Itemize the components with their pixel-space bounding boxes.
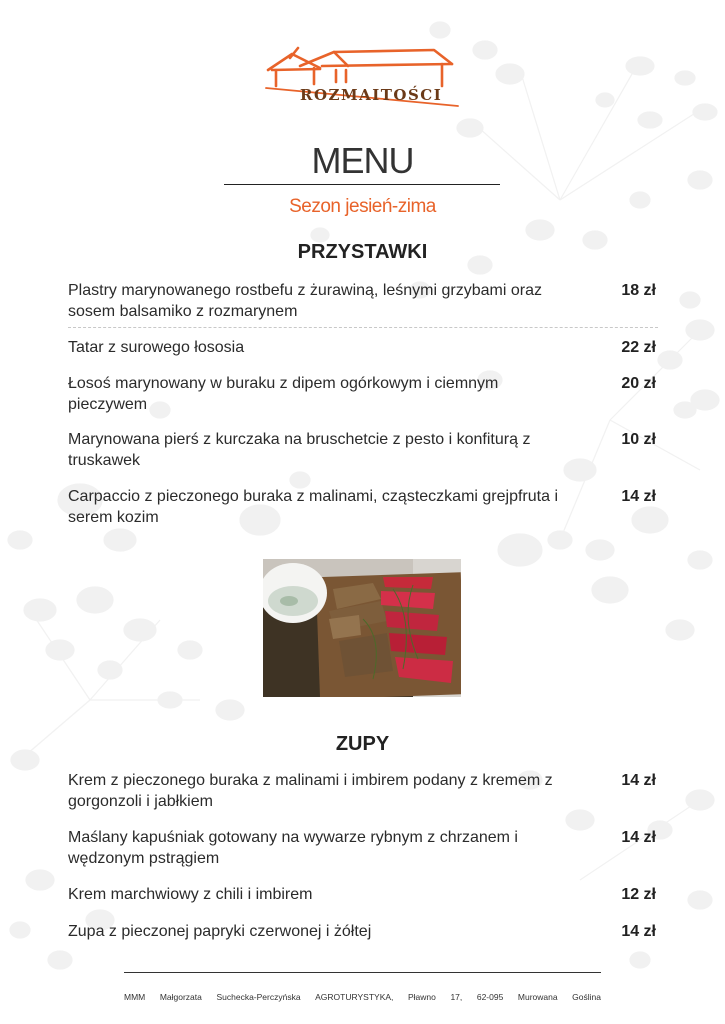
dish-photo [263,559,461,697]
item-name: Krem z pieczonego buraka z malinami i imbirem podany z kremem z gorgonzoli i jabłkiem [68,772,553,810]
item-price: 22 zł [621,339,656,356]
menu-item [68,373,658,420]
item-spacer [68,328,658,336]
footer-word: MMM [124,992,146,1002]
footer-word: Murowana [517,992,558,1002]
item-name: Marynowana pierś z kurczaka na bruschetcie z pesto i konfiturą z truskawek [68,431,531,469]
title-divider [224,184,500,185]
starters-list-2 [68,337,658,363]
footer-word: Małgorzata [159,992,202,1002]
item-price: 14 zł [621,829,656,846]
menu-item [68,921,658,947]
starters-list-5 [68,486,658,532]
starters-list-3 [68,373,658,420]
item-name: Krem marchwiowy z chili i imbirem [68,886,313,903]
item-price: 12 zł [621,886,656,903]
brand-logo [262,46,462,112]
menu-item [68,770,658,818]
item-price: 18 zł [621,282,656,299]
item-price: 20 zł [621,375,656,392]
item-price: 10 zł [621,431,656,448]
soups-list-3 [68,884,658,911]
item-name: Carpaccio z pieczonego buraka z malinami, cząsteczkami grejpfruta i serem kozim [68,488,558,526]
item-price: 14 zł [621,923,656,940]
item-name: Tatar z surowego łososia [68,339,245,356]
footer-word: Goślina [572,992,601,1002]
footer-word: AGROTURYSTYKA, [315,992,394,1002]
item-name: Zupa z pieczonej papryki czerwonej i żółtej [68,923,372,940]
menu-item [68,827,658,875]
starters-list [68,280,658,336]
footer-divider [124,972,601,973]
footer-word: Suchecka-Perczyńska [216,992,301,1002]
starters-list-4 [68,429,658,477]
footer-word: 62-095 [476,992,504,1002]
season-subtitle: Sezon jesień-zima [289,196,436,217]
menu-item [68,337,658,363]
footer-word: Pławno [407,992,436,1002]
item-price: 14 zł [621,488,656,505]
item-price: 14 zł [621,772,656,789]
menu-item [68,486,658,532]
item-name: Maślany kapuśniak gotowany na wywarze rybnym z chrzanem i wędzonym pstrągiem [68,829,518,867]
menu-item [68,280,658,328]
item-name: Plastry marynowanego rostbefu z żurawiną, leśnymi grzybami oraz sosem balsamiko z rozmarynem [68,282,542,320]
menu-title: MENU [311,140,414,181]
menu-item [68,884,658,911]
brand-name: ROZMAITOŚCI [300,86,443,104]
footer-address [124,992,601,1002]
soups-list-2 [68,827,658,875]
soups-list-4 [68,921,658,947]
section-heading-soups: ZUPY [335,733,390,755]
section-heading-starters: PRZYSTAWKI [297,241,428,263]
footer-word: 17, [450,992,463,1002]
menu-item [68,429,658,477]
item-name: Łosoś marynowany w buraku z dipem ogórkowym i ciemnym pieczywem [68,375,499,413]
soups-list [68,770,658,818]
